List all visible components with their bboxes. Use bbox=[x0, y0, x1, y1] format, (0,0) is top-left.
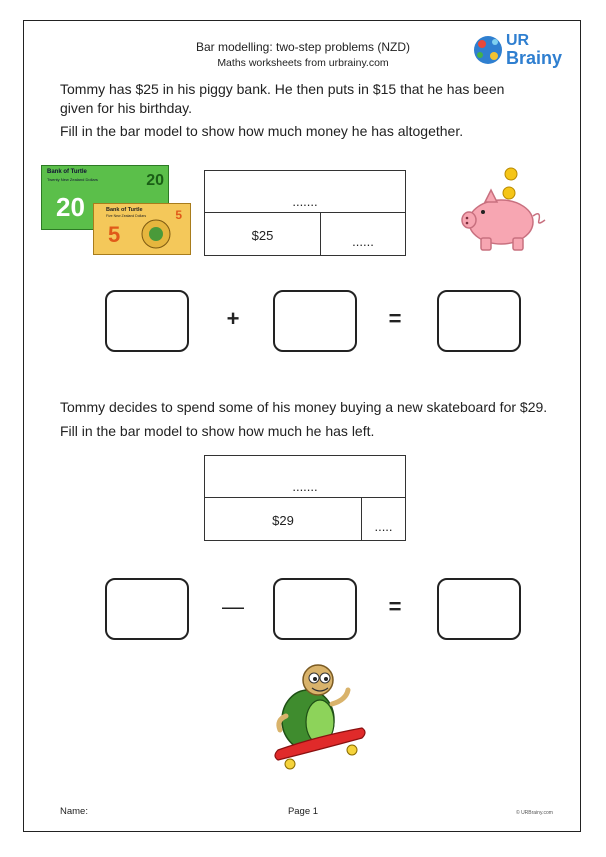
bar-left-value: $25 bbox=[251, 227, 274, 243]
bar-model-1 bbox=[204, 170, 406, 256]
note-value-left: 5 bbox=[108, 222, 121, 247]
note-subtitle: Twenty New Zealand Dollars bbox=[47, 177, 98, 182]
note-bank-name: Bank of Turtle bbox=[47, 169, 87, 175]
q1-instruction: Fill in the bar model to show how much money he has altogether. bbox=[60, 123, 464, 139]
plus-sign: + bbox=[226, 306, 240, 331]
worksheet-subtitle: Maths worksheets from urbrainy.com bbox=[217, 57, 389, 69]
q2-instruction: Fill in the bar model to show how much he has left. bbox=[60, 423, 375, 439]
page-number: Page 1 bbox=[287, 806, 319, 817]
note-value-right: 20 bbox=[146, 172, 164, 189]
bank-notes-illustration bbox=[41, 165, 191, 255]
note-subtitle: Five New Zealand Dollars bbox=[106, 214, 147, 218]
note-value-right: 5 bbox=[175, 208, 182, 222]
answer-box-1c[interactable] bbox=[437, 290, 521, 352]
bar-model-2 bbox=[204, 455, 406, 541]
logo-text-brainy: Brainy bbox=[506, 48, 563, 68]
copyright: © URBrainy.com bbox=[516, 810, 553, 816]
bar-left-value: $29 bbox=[272, 512, 294, 528]
bar-right-placeholder[interactable]: ..... bbox=[374, 518, 393, 534]
bar-right-placeholder[interactable]: ...... bbox=[352, 233, 374, 249]
equals-sign: = bbox=[388, 594, 402, 619]
q1-text-line1: Tommy has $25 in his piggy bank. He then puts in $15 that he has been bbox=[60, 81, 505, 97]
worksheet-title: Bar modelling: two-step problems (NZD) bbox=[195, 40, 411, 54]
turtle-coin-icon bbox=[94, 204, 192, 256]
logo-text-ur: UR bbox=[506, 32, 530, 49]
q1-text-line2: given for his birthday. bbox=[60, 100, 193, 116]
answer-box-1a[interactable] bbox=[105, 290, 189, 352]
turtle-skateboard-icon bbox=[268, 658, 368, 778]
answer-box-2a[interactable] bbox=[105, 578, 189, 640]
answer-box-2c[interactable] bbox=[437, 578, 521, 640]
name-label: Name: bbox=[60, 806, 88, 817]
bar-total-placeholder[interactable]: ....... bbox=[292, 193, 318, 209]
bar-total-placeholder[interactable]: ....... bbox=[292, 478, 318, 494]
urbrainy-logo bbox=[470, 28, 570, 72]
note-value-left: 20 bbox=[56, 192, 85, 222]
minus-sign: — bbox=[222, 594, 244, 619]
equals-sign: = bbox=[388, 306, 402, 331]
piggy-bank-icon bbox=[455, 160, 555, 260]
answer-box-1b[interactable] bbox=[273, 290, 357, 352]
five-dollar-note bbox=[93, 203, 191, 255]
answer-box-2b[interactable] bbox=[273, 578, 357, 640]
note-bank-name: Bank of Turtle bbox=[106, 207, 143, 213]
q2-text-line1: Tommy decides to spend some of his money buying a new skateboard for $29. bbox=[60, 399, 548, 415]
